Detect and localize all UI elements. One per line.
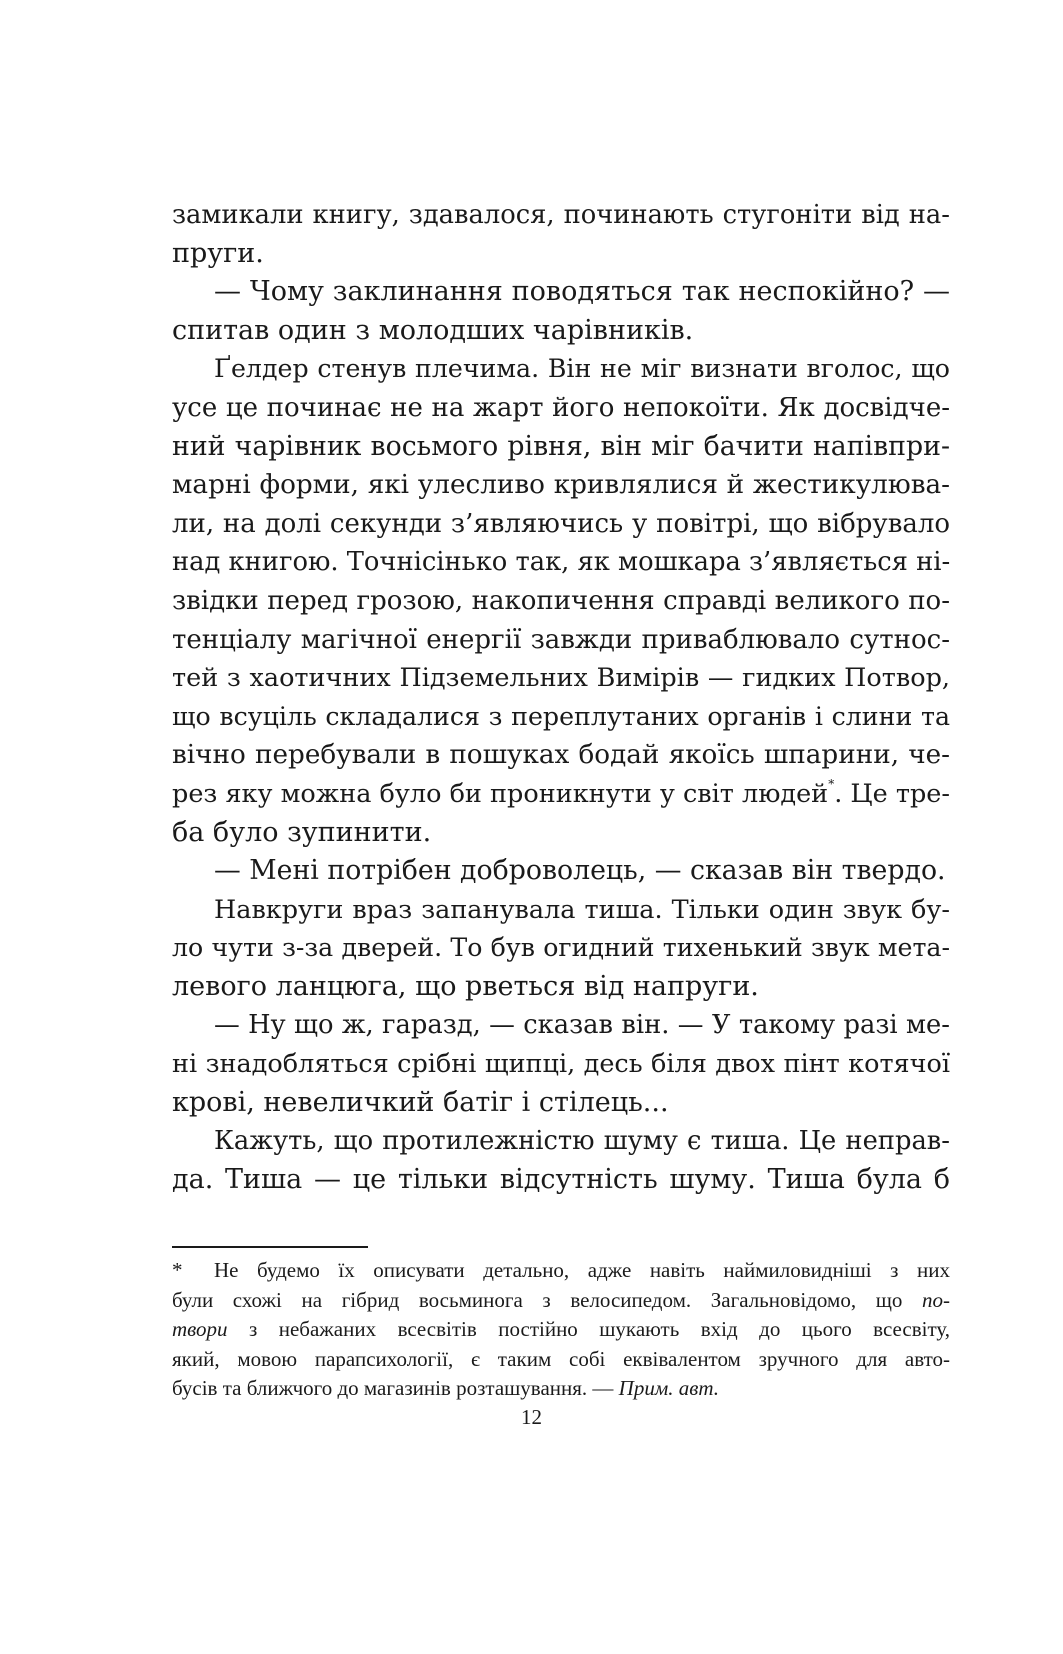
footnote-italic: по- — [922, 1287, 951, 1312]
footnote-text: були схожі на гібрид восьминога з велосипедом. Загальновідомо, що — [172, 1287, 903, 1312]
footnote-line — [172, 1374, 950, 1404]
footnote-text: Не будемо їх описувати детально, адже навіть наймиловидніші з них — [214, 1258, 950, 1282]
footnote-line — [172, 1315, 950, 1345]
text-line: крові, невеличкий батіг і стілець... — [172, 1086, 669, 1118]
footnote-text: з небажаних всесвітів постійно шукають вхід до цього всесвіту, — [248, 1317, 950, 1341]
text-line: пруги. — [172, 237, 264, 269]
footnote-reference: * — [828, 776, 835, 791]
text-line: Навкруги враз запанувала тиша. Тільки один звук бу- — [214, 894, 950, 925]
text-segment: . Це тре- — [834, 778, 950, 809]
footnote-line — [172, 1286, 950, 1316]
text-line: ли, на долі секунди з’являючись у повітрі, що вібрувало — [172, 508, 950, 539]
text-line: марні форми, які улесливо кривлялися й жестикулюва- — [172, 470, 950, 501]
page-number: 12 — [521, 1405, 542, 1429]
text-line: — Ну що ж, гаразд, — сказав він. — У такому разі ме- — [214, 1010, 950, 1041]
footnote-italic: твори — [172, 1317, 228, 1341]
footnote — [172, 1256, 950, 1404]
text-line: замикали книгу, здавалося, починають стугоніти від на- — [172, 200, 950, 230]
footnote-line — [172, 1256, 950, 1286]
footnote-divider — [172, 1246, 368, 1248]
text-line: звідки перед грозою, накопичення справді великого по- — [172, 585, 950, 616]
text-line: — Мені потрібен доброволець, — сказав він твердо. — [214, 855, 946, 887]
text-line: тенціалу магічної енергії завжди приваблювало сутнос- — [172, 624, 950, 655]
text-segment: рез яку можна було би проникнути у світ людей — [172, 778, 829, 809]
text-line: ний чарівник восьмого рівня, він міг бачити напівпри- — [172, 430, 950, 462]
text-line-with-footnote — [172, 775, 950, 814]
text-line: левого ланцюга, що рветься від напруги. — [172, 970, 759, 1002]
text-line: ба було зупинити. — [172, 816, 432, 848]
text-line: да. Тиша — це тільки відсутність шуму. Тиша була б — [172, 1163, 950, 1195]
footnote-line: який, мовою парапсихології, є таким собі еквівалентом зручного для авто- — [172, 1346, 950, 1371]
text-line: вічно перебували в пошуках бодай якоїсь шпарини, че- — [172, 740, 950, 771]
text-line: ні знадобляться срібні щипці, десь біля двох пінт котячої — [172, 1049, 950, 1080]
text-line: Кажуть, що протилежністю шуму є тиша. Це неправ- — [214, 1126, 950, 1157]
footnote-text: бусів та ближчого до магазинів розташування. — — [172, 1376, 614, 1400]
text-line: над книгою. Точнісінько так, як мошкара з’являється ні- — [172, 547, 951, 578]
text-line: тей з хаотичних Підземельних Вимірів — гидких Потвор, — [172, 663, 950, 694]
text-line: — Чому заклинання поводяться так неспокійно? — — [214, 276, 950, 308]
text-line: спитав один з молодших чарівників. — [172, 314, 694, 346]
text-line: ло чути з-за дверей. То був огидний тихенький звук мета- — [172, 933, 950, 963]
text-line: усе це починає не на жарт його непокоїти. Як досвідче- — [172, 392, 950, 423]
main-text — [172, 196, 950, 1199]
footnote-marker: * — [172, 1258, 183, 1282]
text-line: Ґелдер стенув плечима. Він не міг визнати вголос, що — [214, 354, 950, 384]
text-line: що всуціль складалися з переплутаних органів і слини та — [172, 701, 950, 731]
footnote-italic: Прим. авт. — [618, 1376, 720, 1400]
